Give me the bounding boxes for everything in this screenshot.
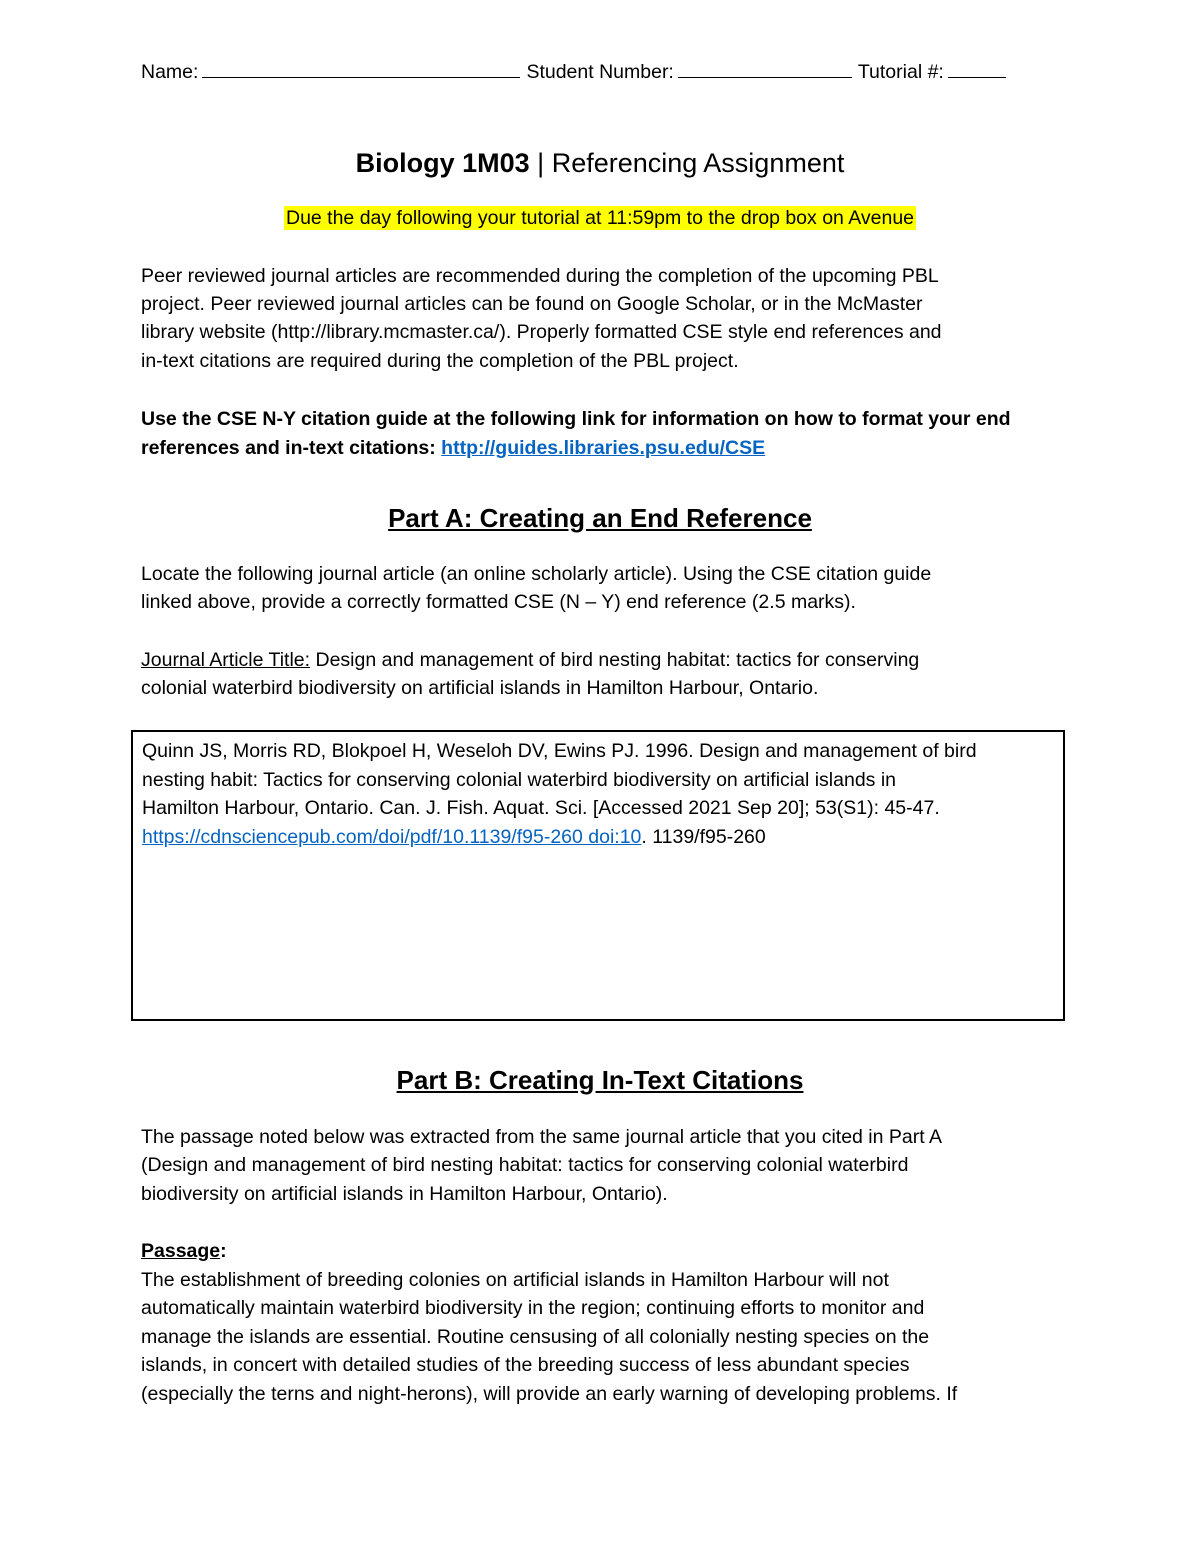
due-notice [0,204,1200,232]
intro-line-2: project. Peer reviewed journal articles can be found on Google Scholar, or in the McMaster [141,293,923,315]
student-info-header [141,58,1061,86]
name-label: Name: [141,61,199,83]
passage-line-3: manage the islands are essential. Routine censusing of all colonially nesting species on the [141,1326,930,1348]
passage-line-5: (especially the terns and night-herons), will provide an early warning of developing problems. If [141,1383,958,1405]
answer-line-4 [142,823,766,851]
passage-line-4: islands, in concert with detailed studies of the breeding success of less abundant species [141,1354,910,1376]
part-a-instruction-1: Locate the following journal article (an online scholarly article). Using the CSE citation guide [141,563,932,585]
guide-line-2 [141,434,765,462]
part-a-instruction-2: linked above, provide a correctly formatted CSE (N – Y) end reference (2.5 marks). [141,591,856,613]
title-separator: | [529,148,552,178]
passage-line-2: automatically maintain waterbird biodiversity in the region; continuing efforts to monitor and [141,1297,925,1319]
cse-guide-link[interactable]: http://guides.libraries.psu.edu/CSE [441,437,766,459]
due-notice-text: Due the day following your tutorial at 11:59pm to the drop box on Avenue [285,207,915,229]
article-title-line-1 [141,646,919,674]
tutorial-label: Tutorial #: [857,61,944,83]
student-number-blank[interactable] [678,59,852,78]
answer-line-3: Hamilton Harbour, Ontario. Can. J. Fish. Aquat. Sci. [Accessed 2021 Sep 20]; 53(S1): 45-47. [142,797,940,819]
name-blank[interactable] [202,59,520,78]
article-title-label: Journal Article Title: [141,649,311,671]
part-a-heading: Part A: Creating an End Reference [388,503,812,533]
course-code: Biology 1M03 [355,148,530,178]
intro-line-1: Peer reviewed journal articles are recommended during the completion of the upcoming PBL [141,265,939,287]
answer-line-2: nesting habit: Tactics for conserving colonial waterbird biodiversity on artificial islands in [142,769,897,791]
guide-line-1: Use the CSE N-Y citation guide at the following link for information on how to format your end [141,408,1011,430]
passage-line-1: The establishment of breeding colonies on artificial islands in Hamilton Harbour will not [141,1269,889,1291]
doi-suffix: . 1139/f95-260 [641,826,766,848]
doi-link[interactable]: https://cdnsciencepub.com/doi/pdf/10.1139/f95-260 doi:10 [142,826,642,848]
part-b-intro-2: (Design and management of bird nesting habitat: tactics for conserving colonial waterbird [141,1154,909,1176]
passage-heading [141,1237,227,1265]
answer-line-1: Quinn JS, Morris RD, Blokpoel H, Weseloh DV, Ewins PJ. 1996. Design and management of bird [142,740,977,762]
part-b-intro-1: The passage noted below was extracted from the same journal article that you cited in Part A [141,1126,943,1148]
guide-line-2-text: references and in-text citations: [141,437,442,459]
passage-label: Passage [141,1240,221,1262]
part-b-intro-3: biodiversity on artificial islands in Hamilton Harbour, Ontario). [141,1183,668,1205]
student-number-label: Student Number: [526,61,674,83]
passage-colon: : [220,1240,227,1262]
article-title-line-2: colonial waterbird biodiversity on artificial islands in Hamilton Harbour, Ontario. [141,677,819,699]
assignment-name: Referencing Assignment [551,148,845,178]
end-reference-answer-box[interactable] [131,730,1065,1021]
part-b-heading: Part B: Creating In-Text Citations [396,1065,804,1095]
article-title-text-1: Design and management of bird nesting habitat: tactics for conserving [310,649,920,671]
page-title [0,146,1200,180]
tutorial-blank[interactable] [948,59,1006,78]
intro-line-4: in-text citations are required during the completion of the PBL project. [141,350,739,372]
intro-line-3: library website (http://library.mcmaster.ca/). Properly formatted CSE style end references and [141,321,942,343]
